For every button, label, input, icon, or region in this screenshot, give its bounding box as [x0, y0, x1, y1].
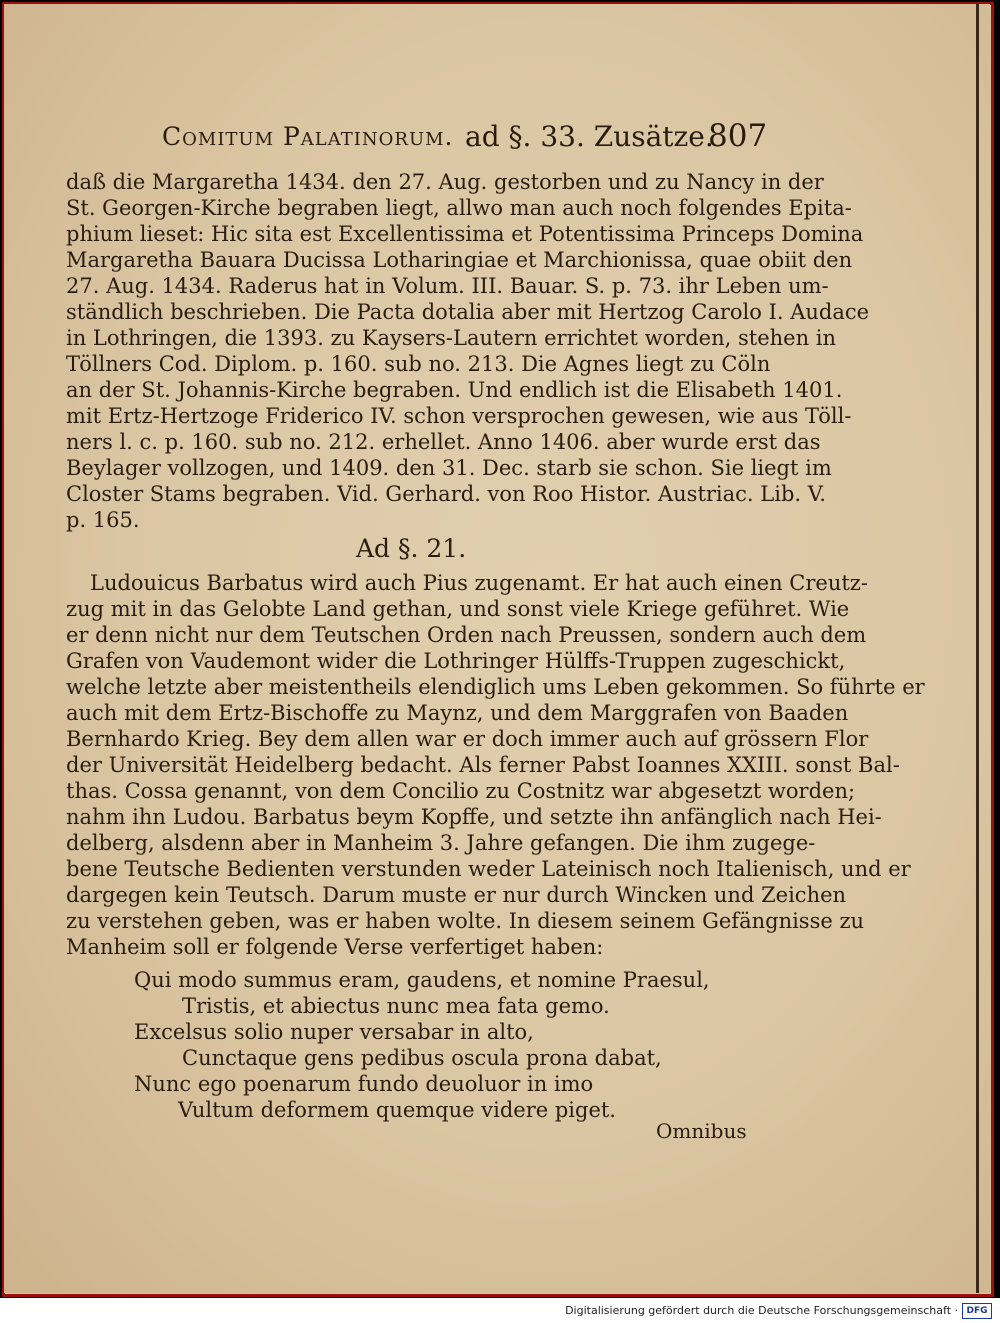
- catchword: Omnibus: [656, 1119, 747, 1143]
- gutter-line: [976, 4, 979, 1293]
- text-line: ständlich beschrieben. Die Pacta dotalia aber mit Hertzog Carolo I. Audace: [66, 300, 870, 324]
- text-line: daß die Margaretha 1434. den 27. Aug. gestorben und zu Nancy in der: [66, 170, 824, 194]
- text-line: in Lothringen, die 1393. zu Kaysers-Lautern errichtet worden, stehen in: [66, 326, 837, 350]
- section-heading: Ad §. 21.: [356, 534, 467, 563]
- verse-line: Tristis, et abiectus nunc mea fata gemo.: [182, 994, 610, 1018]
- text-line: der Universität Heidelberg bedacht. Als ferner Pabst Ioannes XXIII. sonst Bal-: [66, 753, 900, 777]
- text-line: ners l. c. p. 160. sub no. 212. erhellet. Anno 1406. aber wurde erst das: [66, 430, 821, 454]
- text-line: welche letzte aber meistentheils elendiglich ums Leben gekommen. So führte er: [66, 675, 925, 699]
- text-line: bene Teutsche Bedienten verstunden weder Lateinisch noch Italienisch, und er: [66, 857, 911, 881]
- text-line: St. Georgen-Kirche begraben liegt, allwo man auch noch folgendes Epita-: [66, 196, 852, 220]
- footer-bar: [0, 1298, 1000, 1323]
- text-line: p. 165.: [66, 508, 140, 532]
- text-line: auch mit dem Ertz-Bischoffe zu Maynz, und dem Marggrafen von Baaden: [66, 701, 849, 725]
- text-line: Margaretha Bauara Ducissa Lotharingiae et Marchionissa, quae obiit den: [66, 248, 853, 272]
- text-line: thas. Cossa genannt, von dem Concilio zu Costnitz war abgesetzt worden;: [66, 779, 856, 803]
- text-line: Bernhardo Krieg. Bey dem allen war er doch immer auch auf grössern Flor: [66, 727, 869, 751]
- text-line: Ludouicus Barbatus wird auch Pius zugenamt. Er hat auch einen Creutz-: [90, 571, 868, 595]
- text-line: 27. Aug. 1434. Raderus hat in Volum. III. Bauar. S. p. 73. ihr Leben um-: [66, 274, 829, 298]
- paper-sheet: [4, 4, 990, 1293]
- verse-line: Excelsus solio nuper versabar in alto,: [134, 1020, 534, 1044]
- text-line: nahm ihn Ludou. Barbatus beym Kopffe, und setzte ihn anfänglich nach Hei-: [66, 805, 882, 829]
- text-line: Grafen von Vaudemont wider die Lothringer Hülffs-Truppen zugeschickt,: [66, 649, 846, 673]
- text-line: delberg, alsdenn aber in Manheim 3. Jahre gefangen. Die ihm zugege-: [66, 831, 816, 855]
- text-line: mit Ertz-Hertzoge Friderico IV. schon versprochen gewesen, wie aus Töll-: [66, 404, 852, 428]
- footer-credit: Digitalisierung gefördert durch die Deutsche Forschungsgemeinschaft ·: [565, 1304, 958, 1317]
- dfg-logo: DFG: [962, 1303, 992, 1319]
- text-line: Töllners Cod. Diplom. p. 160. sub no. 213. Die Agnes liegt zu Cöln: [66, 352, 771, 376]
- text-line: Closter Stams begraben. Vid. Gerhard. von Roo Histor. Austriac. Lib. V.: [66, 482, 826, 506]
- page-number: 807: [708, 118, 768, 154]
- text-line: zug mit in das Gelobte Land gethan, und sonst viele Kriege geführet. Wie: [66, 597, 850, 621]
- verse-line: Qui modo summus eram, gaudens, et nomine Praesul,: [134, 968, 710, 992]
- text-line: Manheim soll er folgende Verse verfertiget haben:: [66, 935, 604, 959]
- text-line: an der St. Johannis-Kirche begraben. Und endlich ist die Elisabeth 1401.: [66, 378, 843, 402]
- verse-line: Nunc ego poenarum fundo deuoluor in imo: [134, 1072, 594, 1096]
- text-line: Beylager vollzogen, und 1409. den 31. Dec. starb sie schon. Sie liegt im: [66, 456, 832, 480]
- running-head-title: Comitum Palatinorum.: [162, 122, 454, 151]
- text-line: phium lieset: Hic sita est Excellentissima et Potentissima Princeps Domina: [66, 222, 864, 246]
- text-line: er denn nicht nur dem Teutschen Orden nach Preussen, sondern auch dem: [66, 623, 867, 647]
- text-line: dargegen kein Teutsch. Darum muste er nur durch Wincken und Zeichen: [66, 883, 847, 907]
- text-line: zu verstehen geben, was er haben wolte. In diesem seinem Gefängnisse zu: [66, 909, 865, 933]
- verse-line: Cunctaque gens pedibus oscula prona dabat,: [182, 1046, 662, 1070]
- verse-line: Vultum deformem quemque videre piget.: [178, 1098, 616, 1122]
- running-head-section: ad §. 33. Zusätze.: [465, 120, 714, 153]
